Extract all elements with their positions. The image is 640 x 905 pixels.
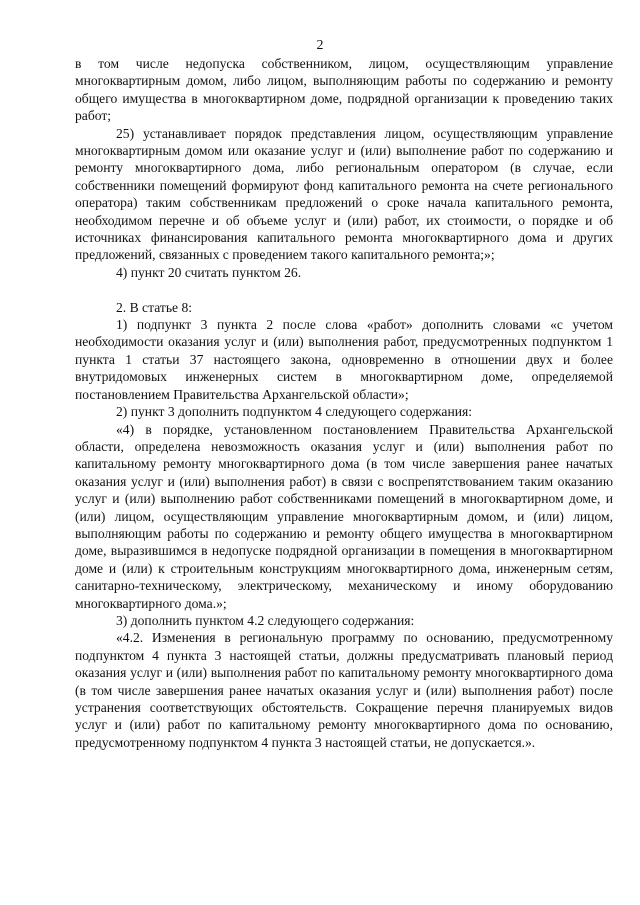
document-body xyxy=(75,55,613,751)
paragraph-subitem-3: 3) дополнить пунктом 4.2 следующего содержания: xyxy=(116,612,415,628)
paragraph-quote-4: «4) в порядке, установленном постановлением Правительства Архангельской области, определена невозможность оказания услуг и (или) выполнения работ по капитальному ремонту многоквартирного дома (в том числе завершения ранее начатых оказания услуг и (или) выполнения работ) в связи с воспрепятствованием таким оказанию услуг и (или) выполнению работ собственниками помещений в многоквартирном доме, и (или) лицом, осуществляющим управление многоквартирным домом, и (или) лицом, выполняющим работы по содержанию и ремонту общего имущества в многоквартирном доме, выразившимся в недопуске подрядной организации в помещения в многоквартирном доме и (или) к строительным конструкциям многоквартирного дома, инженерным сетям, санитарно-техническому, электрическому, механическому и иному оборудованию многоквартирного дома.»; xyxy=(75,421,613,611)
page-number: 2 xyxy=(316,38,324,53)
paragraph-subitem-2: 2) пункт 3 дополнить подпунктом 4 следующего содержания: xyxy=(116,404,473,420)
paragraph-quote-4-2: «4.2. Изменения в региональную программу по основанию, предусмотренному подпунктом 4 пункта 3 настоящей статьи, должны предусматривать плановый период оказания услуг и (или) выполнения работ по капитальному ремонту многоквартирного дома (в том числе завершения ранее начатых оказания услуг и (или) выполнения работ) после устранения соответствующих обстоятельств. Сокращение перечня планируемых видов услуг и (или) работ по капитальному ремонту многоквартирного дома по основанию, предусмотренному подпунктом 4 пункта 3 настоящей статьи, не допускается.». xyxy=(75,630,613,750)
paragraph-item-4: 4) пункт 20 считать пунктом 26. xyxy=(116,264,302,280)
paragraph-continuation: в том числе недопуска собственником, лицом, осуществляющим управление многоквартирным домом, либо лицом, выполняющим работы по содержанию и ремонту общего имущества в многоквартирном доме, подрядной организации к проведению таких работ; xyxy=(75,56,613,124)
paragraph-item-25: 25) устанавливает порядок представления лицом, осуществляющим управление многоквартирным домом или оказание услуг и (или) выполнение работ по содержанию и ремонту многоквартирного дома, либо региональным оператором (в случае, если собственники помещений формируют фонд капитального ремонта на счете регионального оператора) таким собственникам предложений о сроке начала капитального ремонта, необходимом перечне и об объеме услуг и (или) работ, их стоимости, о порядке и об источниках финансирования капитального ремонта многоквартирного дома и других предложений, связанных с проведением такого капитального ремонта;»; xyxy=(75,125,613,263)
blank-line xyxy=(75,281,613,298)
paragraph-subitem-1: 1) подпункт 3 пункта 2 после слова «работ» дополнить словами «с учетом необходимости оказания услуг и (или) выполнения работ, предусмотренных подпунктом 1 пункта 1 статьи 37 настоящего закона, одновременно в отношении двух и более внутридомовых инженерных систем в многоквартирном доме, определяемой постановлением Правительства Архангельской области»; xyxy=(75,317,613,402)
section-heading-article-8: 2. В статье 8: xyxy=(116,299,193,315)
